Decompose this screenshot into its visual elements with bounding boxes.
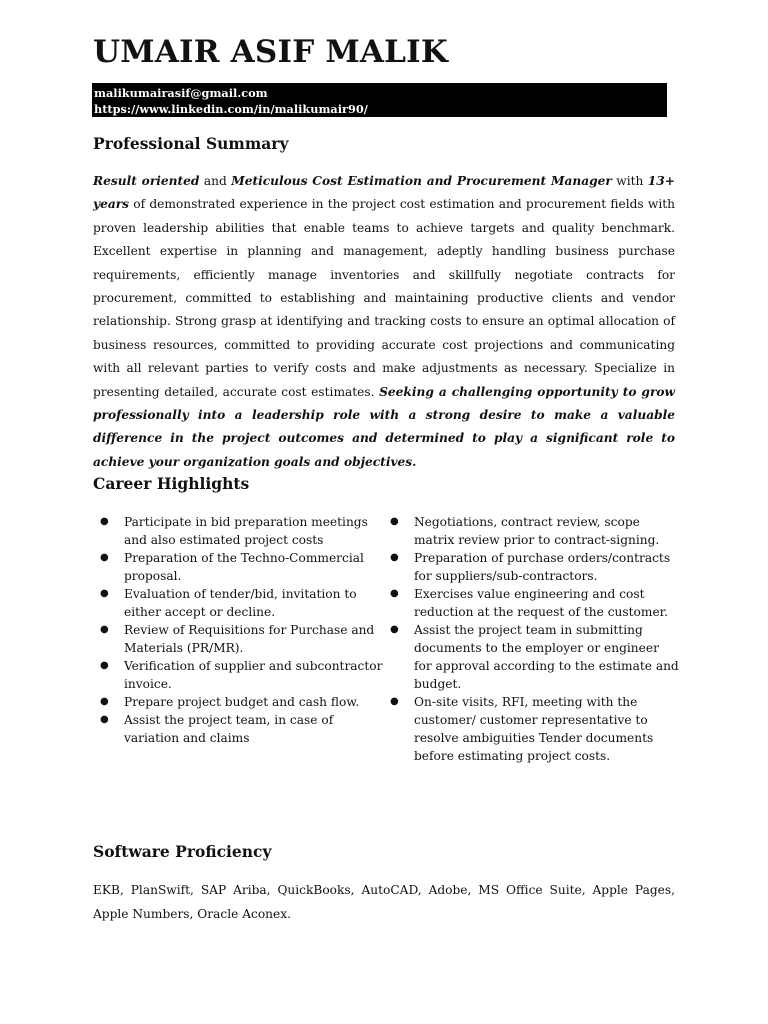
career-highlight-item [100, 693, 385, 711]
career-highlight-text: Exercises value engineering and cost reduction at the request of the customer. [414, 587, 669, 619]
bullet-icon: ● [390, 552, 399, 563]
bullet-icon: ● [100, 516, 109, 527]
career-highlight-item [100, 513, 385, 549]
summary-connector-and: and [199, 174, 232, 188]
career-highlight-text: Verification of supplier and subcontractor invoice. [124, 659, 383, 691]
bullet-icon: ● [100, 552, 109, 563]
career-highlight-item [390, 585, 680, 621]
software-proficiency-heading: Software Proficiency [93, 842, 272, 861]
summary-connector-with: with [611, 174, 648, 188]
summary-years: 13+ years [93, 174, 675, 212]
career-highlight-item [390, 693, 680, 765]
career-highlight-text: Preparation of purchase orders/contracts for suppliers/sub-contractors. [414, 551, 671, 583]
bullet-icon: ● [390, 624, 399, 635]
summary-body: of demonstrated experience in the project cost estimation and procurement fields with proven leadership abilities that enable teams to achieve targets and quality benchmark. Excellent expertise in planning and management, adeptly handling business purchase requirements, efficiently manage inventories and skillfully negotiate contracts for procurement, committed to establishing and maintaining productive clients and vendor relationship. Strong grasp at identifying and tracking costs to ensure an optimal allocation of business resources, committed to providing accurate cost projections and communicating with all relevant parties to verify costs and make adjustments as necessary. Specialize in presenting detailed, accurate cost estimates. [93, 197, 675, 399]
bullet-icon: ● [100, 714, 109, 725]
bullet-icon: ● [390, 588, 399, 599]
career-highlight-item [390, 549, 680, 585]
career-highlight-item [100, 621, 385, 657]
summary-role-title: Meticulous Cost Estimation and Procurement Manager [231, 174, 612, 188]
software-proficiency-text: EKB, PlanSwift, SAP Ariba, QuickBooks, AutoCAD, Adobe, MS Office Suite, Apple Pages, Apple Numbers, Oracle Aconex. [93, 883, 675, 921]
career-highlight-text: On-site visits, RFI, meeting with the customer/ customer representative to resolve ambiguities Tender documents before estimating project costs. [414, 695, 654, 763]
career-highlight-text: Preparation of the Techno-Commercial proposal. [124, 551, 364, 583]
bullet-icon: ● [390, 516, 399, 527]
career-highlight-item [100, 549, 385, 585]
career-highlight-item [390, 513, 680, 549]
career-highlight-text: Participate in bid preparation meetings and also estimated project costs [124, 515, 368, 547]
professional-summary-text [93, 170, 675, 474]
career-highlight-text: Review of Requisitions for Purchase and Materials (PR/MR). [124, 623, 375, 655]
professional-summary-heading: Professional Summary [93, 134, 289, 153]
email-link[interactable]: malikumairasif@gmail.com [94, 86, 268, 100]
candidate-name: UMAIR ASIF MALIK [93, 34, 449, 70]
career-highlight-text: Negotiations, contract review, scope matrix review prior to contract-signing. [414, 515, 660, 547]
bullet-icon: ● [390, 696, 399, 707]
career-highlight-text: Prepare project budget and cash flow. [124, 695, 360, 709]
bullet-icon: ● [100, 660, 109, 671]
contact-bar [92, 83, 667, 117]
career-highlights-heading: Career Highlights [93, 474, 250, 493]
career-highlight-item [390, 621, 680, 693]
career-highlight-item [100, 657, 385, 693]
career-highlight-item [100, 711, 385, 747]
summary-objective: Seeking a challenging opportunity to grow professionally into a leadership role with a strong desire to make a valuable difference in the project outcomes and determined to play a significant role to achieve your organization goals and objectives. [93, 384, 675, 469]
career-highlight-text: Assist the project team in submitting documents to the employer or engineer for approval according to the estimate and budget. [414, 623, 679, 691]
career-highlights-left-list [100, 513, 385, 747]
summary-result-oriented: Result oriented [93, 174, 200, 188]
career-highlight-item [100, 585, 385, 621]
bullet-icon: ● [100, 588, 109, 599]
linkedin-link[interactable]: https://www.linkedin.com/in/malikumair90/ [94, 102, 368, 116]
bullet-icon: ● [100, 624, 109, 635]
bullet-icon: ● [100, 696, 109, 707]
career-highlight-text: Assist the project team, in case of variation and claims [124, 713, 334, 745]
career-highlight-text: Evaluation of tender/bid, invitation to either accept or decline. [124, 587, 357, 619]
career-highlights-right-list [390, 513, 680, 765]
